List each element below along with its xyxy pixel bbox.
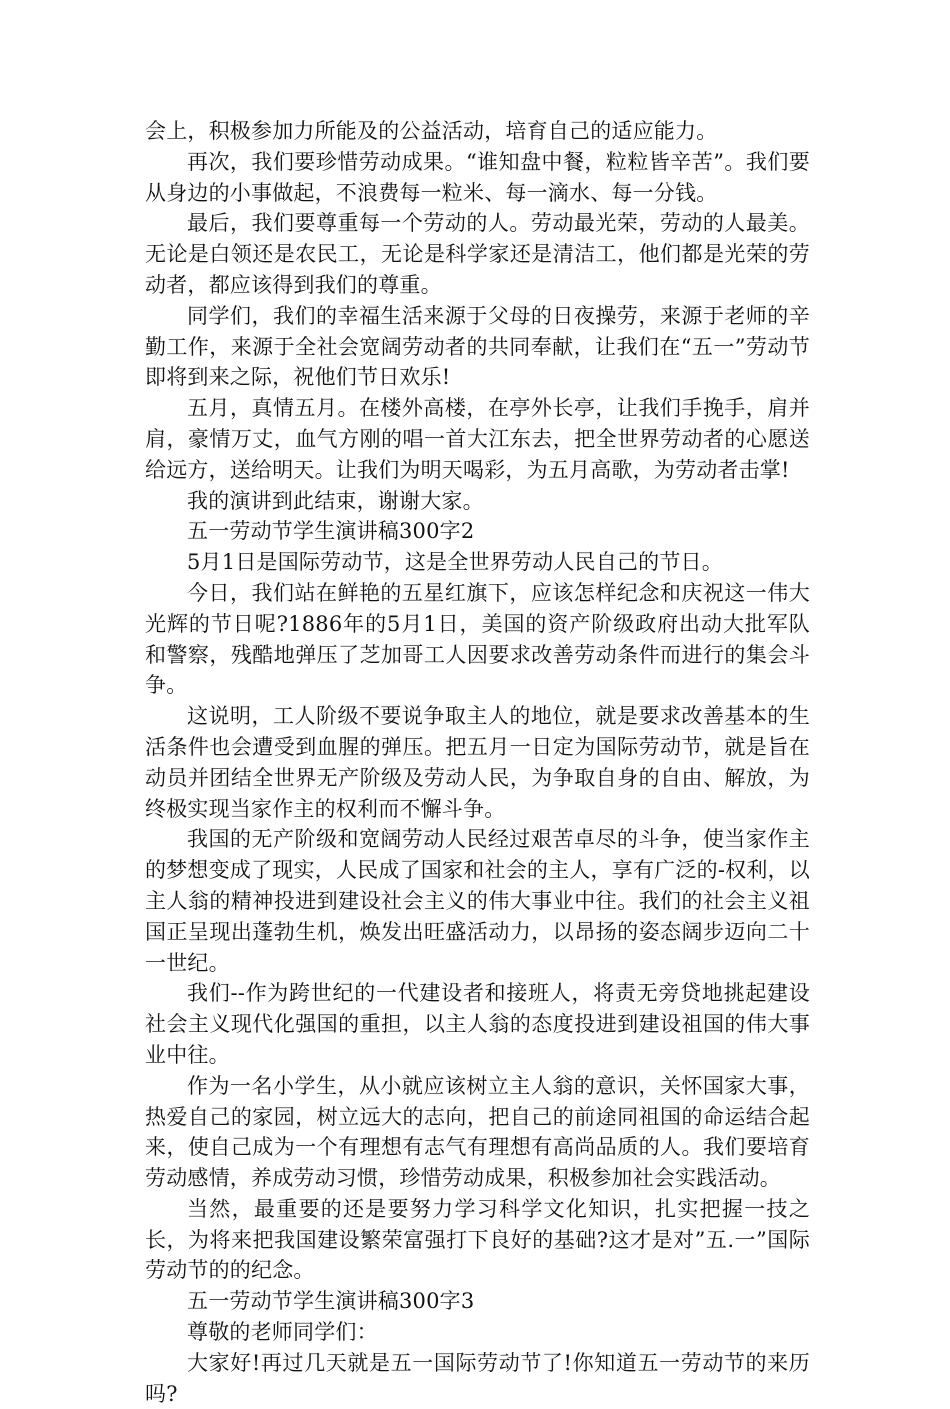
paragraph-4: 同学们，我们的幸福生活来源于父母的日夜操劳，来源于老师的辛勤工作，来源于全社会宽阔劳动者的共同奉献，让我们在“五一”劳动节即将到来之际，祝他们节日欢乐! [145,303,810,390]
paragraph-1: 会上，积极参加力所能及的公益活动，培育自己的适应能力。 [145,119,718,143]
paragraph-10: 这说明，工人阶级不要说争取主人的地位，就是要求改善基本的生活条件也会遭受到血腥的弹压。把五月一日定为国际劳动节，就是旨在动员并团结全世界无产阶级及劳动人民，为争取自身的自由、解放，为终极实现当家作主的权利而不懈斗争。 [145,704,810,821]
salutation: 尊敬的老师同学们： [187,1320,378,1345]
paragraph-17: 大家好!再过几天就是五一国际劳动节了!你知道五一劳动节的来历吗? [145,1350,810,1406]
paragraph-14: 当然，最重要的还是要努力学习科学文化知识，扎实把握一技之长，为将来把我国建设繁荣富强打下良好的基础?这才是对”五.一”国际劳动节的的纪念。 [145,1196,810,1283]
paragraph-6: 我的演讲到此结束，谢谢大家。 [187,488,484,513]
paragraph-3: 最后，我们要尊重每一个劳动的人。劳动最光荣，劳动的人最美。无论是白领还是农民工，无论是科学家还是清洁工，他们都是光荣的劳动者，都应该得到我们的尊重。 [145,211,810,297]
paragraph-9: 今日，我们站在鲜艳的五星红旗下，应该怎样纪念和庆祝这一伟大光辉的节日呢?1886年的5月1日，美国的资产阶级政府出动大批军队和警察，残酷地弹压了芝加哥工人因要求改善劳动条件而进行的集会斗争。 [145,580,810,698]
paragraph-11: 我国的无产阶级和宽阔劳动人民经过艰苦卓尽的斗争，使当家作主的梦想变成了现实，人民成了国家和社会的主人，享有广泛的-权利，以主人翁的精神投进到建设社会主义的伟大事业中往。我们的社会主义祖国正呈现出蓬勃生机，焕发出旺盛活动力，以昂扬的姿态阔步迈向二十一世纪。 [145,827,810,975]
section-heading-3: 五一劳动节学生演讲稿300字3 [187,1289,475,1314]
paragraph-5: 五月，真情五月。在楼外高楼，在亭外长亭，让我们手挽手，肩并肩，豪情万丈，血气方刚的唱一首大江东去，把全世界劳动者的心愿送给远方，送给明天。让我们为明天喝彩，为五月高歌，为劳动者击掌! [145,396,810,482]
paragraph-12: 我们--作为跨世纪的一代建设者和接班人，将责无旁贷地挑起建设社会主义现代化强国的重担，以主人翁的态度投进到建设祖国的伟大事业中往。 [145,981,810,1067]
document-body [145,116,810,1409]
paragraph-8: 5月1日是国际劳动节，这是全世界劳动人民自己的节日。 [187,550,723,575]
paragraph-13: 作为一名小学生，从小就应该树立主人翁的意识，关怀国家大事，热爱自己的家园，树立远大的志向，把自己的前途同祖国的命运结合起来，使自己成为一个有理想有志气有理想有高尚品质的人。我们要培育劳动感情，养成劳动习惯，珍惜劳动成果，积极参加社会实践活动。 [145,1073,810,1191]
section-heading-2: 五一劳动节学生演讲稿300字2 [187,519,475,544]
paragraph-2: 再次，我们要珍惜劳动成果。“谁知盘中餐，粒粒皆辛苦”。我们要从身边的小事做起，不浪费每一粒米、每一滴水、每一分钱。 [145,149,810,205]
